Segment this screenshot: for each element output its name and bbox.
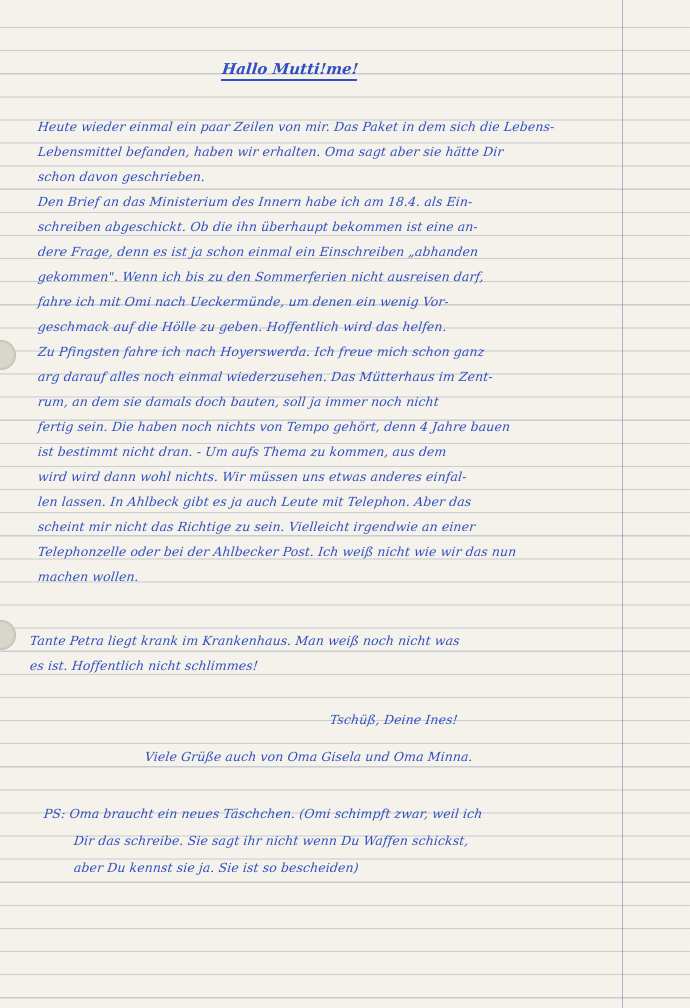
body-line: Telephonzelle oder bei der Ahlbecker Post. Ich weiß nicht wie wir das nun [37, 544, 518, 559]
body-line: schon davon geschrieben. [37, 169, 206, 184]
punch-hole-top [0, 340, 16, 370]
postscript-line: PS: Oma braucht ein neues Täschchen. (Omi schimpft zwar, weil ich [43, 806, 484, 821]
body-line: fertig sein. Die haben noch nichts von Tempo gehört, denn 4 Jahre bauen [37, 419, 511, 434]
body-line: Lebensmittel befanden, haben wir erhalten. Oma sagt aber sie hätte Dir [37, 144, 505, 159]
body-line: schreiben abgeschickt. Ob die ihn überhaupt bekommen ist eine an- [37, 219, 479, 234]
body-line: len lassen. In Ahlbeck gibt es ja auch Leute mit Telephon. Aber das [37, 494, 473, 509]
body-line: Zu Pfingsten fahre ich nach Hoyerswerda. Ich freue mich schon ganz [37, 344, 486, 359]
body-line: scheint mir nicht das Richtige zu sein. Vielleicht irgendwie an einer [37, 519, 477, 534]
body-line: ist bestimmt nicht dran. - Um aufs Thema zu kommen, aus dem [37, 444, 448, 459]
postscript-line: Dir das schreibe. Sie sagt ihr nicht wenn Du Waffen schickst, [73, 833, 470, 848]
body-line: geschmack auf die Hölle zu geben. Hoffentlich wird das helfen. [37, 319, 448, 334]
body-line: dere Frage, denn es ist ja schon einmal ein Einschreiben „abhanden [37, 244, 480, 259]
body-line: arg darauf alles noch einmal wiederzusehen. Das Mütterhaus im Zent- [37, 369, 494, 384]
letter-closing: Tschüß, Deine Ines! [329, 712, 459, 727]
body-line: rum, an dem sie damals doch bauten, soll ja immer noch nicht [37, 394, 440, 409]
body-line: es ist. Hoffentlich nicht schlimmes! [29, 658, 259, 673]
letter-regards: Viele Grüße auch von Oma Gisela und Oma Minna. [144, 749, 474, 764]
body-line: wird wird dann wohl nichts. Wir müssen uns etwas anderes einfal- [37, 469, 468, 484]
body-line: Tante Petra liegt krank im Krankenhaus. Man weiß noch nicht was [29, 633, 461, 648]
postscript-line: aber Du kennst sie ja. Sie ist so bescheiden) [73, 860, 360, 875]
margin-line [622, 0, 623, 1008]
body-line: Den Brief an das Ministerium des Innern habe ich am 18.4. als Ein- [37, 194, 474, 209]
body-line: Heute wieder einmal ein paar Zeilen von mir. Das Paket in dem sich die Lebens- [37, 119, 556, 134]
body-line: gekommen". Wenn ich bis zu den Sommerferien nicht ausreisen darf, [37, 269, 485, 284]
letter-greeting: Hallo Mutti!me! [221, 60, 359, 81]
body-line: machen wollen. [37, 569, 140, 584]
punch-hole-bottom [0, 620, 16, 650]
body-line: fahre ich mit Omi nach Ueckermünde, um denen ein wenig Vor- [37, 294, 450, 309]
